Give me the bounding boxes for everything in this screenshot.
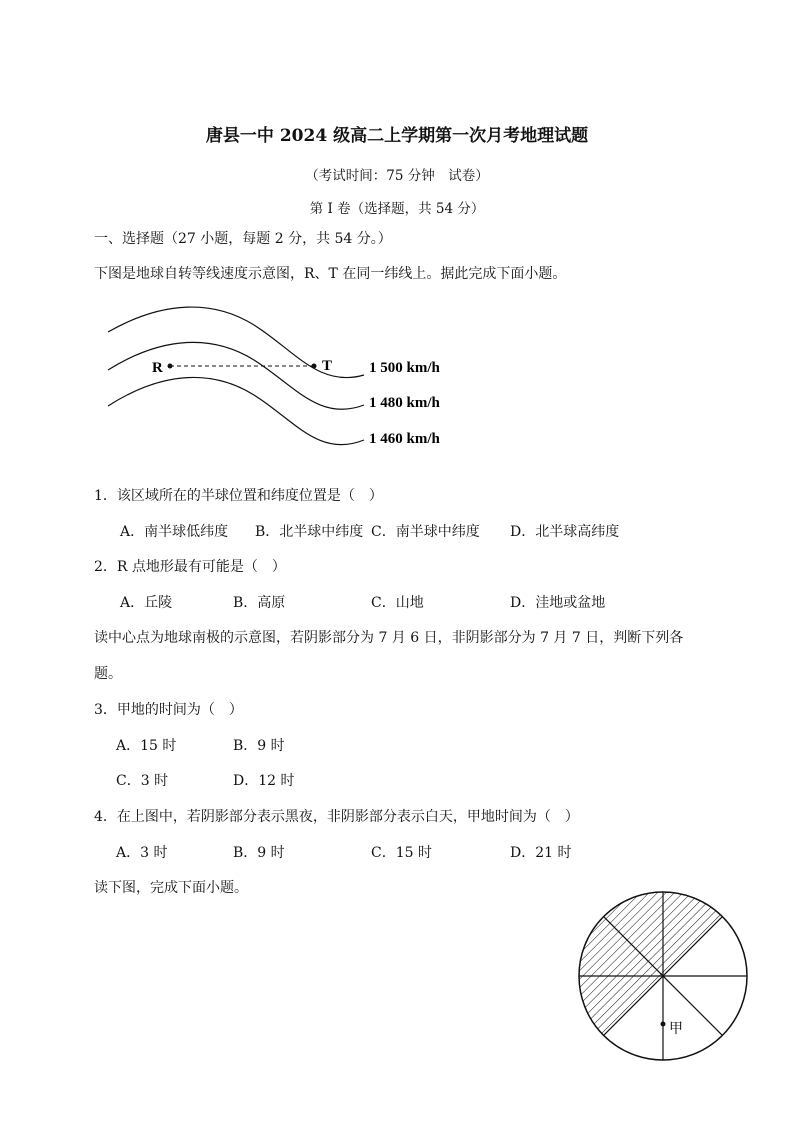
intro-figure2-line1: 读中心点为地球南极的示意图，若阴影部分为 7 月 6 日，非阴影部分为 7 月 7 日，判断下列各 — [94, 630, 684, 646]
intro-figure2-line2: 题。 — [94, 666, 122, 682]
question-2-stem: 2．R 点地形最有可能是（ ） — [94, 559, 286, 575]
q4-option-c: C．15 时 — [371, 845, 432, 861]
south-pole-diagram — [574, 891, 754, 1071]
label-jia: 甲 — [669, 1022, 683, 1037]
exam-info: （考试时间：75 分钟 试卷） — [305, 168, 489, 184]
intro-figure3: 读下图，完成下面小题。 — [94, 880, 248, 896]
q2-option-d: D．洼地或盆地 — [510, 595, 606, 611]
q2-option-c: C．山地 — [371, 595, 424, 611]
q1-option-c: C．南半球中纬度 — [371, 524, 480, 540]
isoline-label-1500: 1 500 km/h — [369, 360, 440, 376]
exam-title: 唐县一中 2024 级高二上学期第一次月考地理试题 — [205, 126, 589, 146]
q2-option-b: B．高原 — [233, 595, 286, 611]
isoline-1480 — [108, 342, 364, 409]
point-r — [168, 364, 173, 369]
isoline-label-1460: 1 460 km/h — [369, 431, 440, 447]
q2-option-a: A．丘陵 — [120, 595, 173, 611]
velocity-isoline-figure — [94, 300, 474, 465]
point-t — [312, 364, 317, 369]
q1-option-b: B．北半球中纬度 — [255, 524, 364, 540]
q4-option-a: A．3 时 — [116, 845, 168, 861]
question-3-stem: 3．甲地的时间为（ ） — [94, 702, 243, 718]
q3-option-a: A．15 时 — [116, 738, 177, 754]
q4-option-b: B．9 时 — [233, 845, 285, 861]
q4-option-d: D．21 时 — [510, 845, 572, 861]
question-4-stem: 4．在上图中，若阴影部分表示黑夜，非阴影部分表示白天，甲地时间为（ ） — [94, 809, 579, 825]
q3-option-c: C．3 时 — [116, 773, 169, 789]
isoline-label-1480: 1 480 km/h — [369, 395, 440, 411]
q1-option-a: A．南半球低纬度 — [120, 524, 229, 540]
part-title: 第 I 卷（选择题，共 54 分） — [309, 201, 485, 217]
q3-option-d: D．12 时 — [233, 773, 295, 789]
q3-option-b: B．9 时 — [233, 738, 285, 754]
q1-option-d: D．北半球高纬度 — [510, 524, 620, 540]
question-1-stem: 1．该区域所在的半球位置和纬度位置是（ ） — [94, 488, 383, 504]
isoline-1460 — [108, 377, 364, 444]
label-t: T — [322, 358, 333, 374]
section-heading: 一、选择题（27 小题，每题 2 分，共 54 分。） — [94, 231, 392, 247]
point-jia — [661, 1022, 666, 1027]
intro-figure1: 下图是地球自转等线速度示意图，R、T 在同一纬线上。据此完成下面小题。 — [94, 266, 567, 282]
label-r: R — [152, 360, 163, 376]
